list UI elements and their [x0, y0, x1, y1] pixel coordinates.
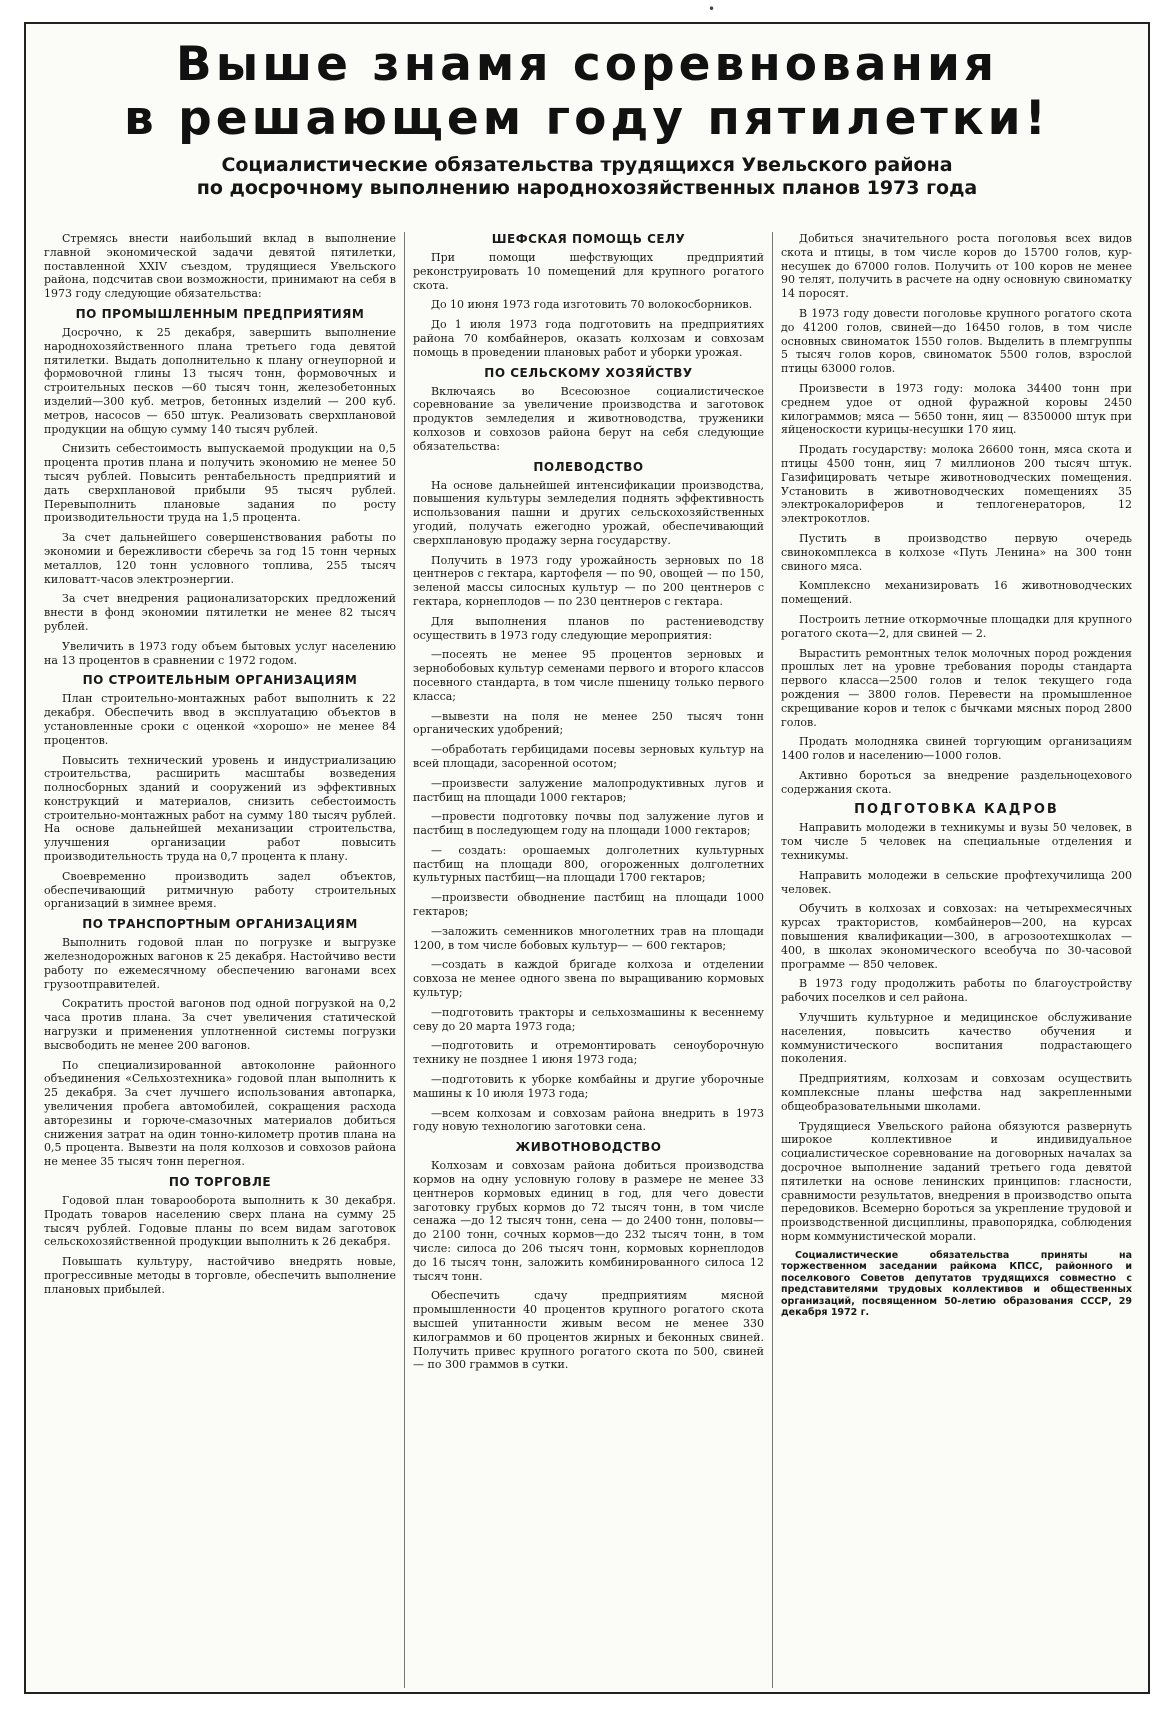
paragraph: План строительно-монтажных работ выполнить к 22 декабря. Обеспечить ввод в эксплуатацию объектов в установленные сроки с оценкой «хорошо» не менее 84 процентов.	[44, 692, 396, 747]
subheadline-line-2: по досрочному выполнению народнохозяйственных планов 1973 года	[196, 177, 978, 199]
paragraph: За счет внедрения рационализаторских предложений внести в фонд экономии пятилетки не менее 82 тысяч рублей.	[44, 592, 396, 633]
paragraph: Обеспечить сдачу предприятиям мясной промышленности 40 процентов крупного рогатого скота высшей упитанности живым весом не менее 330 килограммов и 60 процентов жирных и беконных свиней. Получить привес крупного рогатого скота по 500, свиней — по 300 граммов в сутки.	[413, 1289, 764, 1372]
paragraph: На основе дальнейшей интенсификации производства, повышения культуры земледелия поднять эффективность использования пашни и других сельскохозяйственных угодий, получать ежегодно урожай, обеспечивающий сверхплановую продажу зерна государству.	[413, 478, 764, 547]
section-heading-agriculture: ПО СЕЛЬСКОМУ ХОЗЯЙСТВУ	[484, 365, 693, 380]
paragraph: Получить в 1973 году урожайность зерновых по 18 центнеров с гектара, картофеля — по 90, овощей — по 150, зеленой массы силосных культур — по 200 центнеров с гектара, корнеплодов — по 230 центнеров с гектара.	[413, 553, 764, 608]
paragraph: Комплексно механизировать 16 животноводческих помещений.	[781, 579, 1132, 607]
section-heading-industry: ПО ПРОМЫШЛЕННЫМ ПРЕДПРИЯТИЯМ	[75, 306, 365, 321]
subheadline-line-1: Социалистические обязательства трудящихся Увельского района	[221, 154, 953, 176]
headline-line-1: Выше знамя соревнования	[175, 37, 999, 92]
column-2	[404, 232, 772, 1688]
paragraph: Обучить в колхозах и совхозах: на четырехмесячных курсах трактористов, комбайнеров—200, на курсах повышения квалификации—300, в агрозоотехшколах — 400, в школах экономического всеобуча по 30-часовой программе — 850 человек.	[781, 902, 1132, 971]
paragraph: Увеличить в 1973 году объем бытовых услуг населению на 13 процентов в сравнении с 1972 годом.	[44, 639, 396, 667]
paragraph: Трудящиеся Увельского района обязуются развернуть широкое коллективное и индивидуальное социалистическое соревнование на договорных началах за досрочное выполнение заданий третьего года девятой пятилетки на основе ленинских принципов: гласности, сравнимости результатов, внедрения в производство опыта передовиков. Всемерно бороться за укрепление трудовой и производственной дисциплины, правопорядка, соблюдения норм коммунистической морали.	[781, 1119, 1132, 1243]
paragraph: При помощи шефствующих предприятий реконструировать 10 помещений для крупного рогатого скота.	[413, 251, 764, 292]
list-item: —вывезти на поля не менее 250 тысяч тонн органических удобрений;	[413, 709, 764, 737]
paragraph: Улучшить культурное и медицинское обслуживание населения, повысить качество обучения и коммунистического воспитания подрастающего поколения.	[781, 1011, 1132, 1066]
list-item: —посеять не менее 95 процентов зерновых и зернобобовых культур семенами первого и второго классов посевного стандарта, в том числе пшеницу только первого класса;	[413, 648, 764, 703]
paragraph: Направить молодежи в сельские профтехучилища 200 человек.	[781, 868, 1132, 896]
section-heading-field-farming: ПОЛЕВОДСТВО	[533, 459, 644, 474]
list-item: —подготовить тракторы и сельхозмашины к весеннему севу до 20 марта 1973 года;	[413, 1005, 764, 1033]
paragraph: В 1973 году продолжить работы по благоустройству рабочих поселков и сел района.	[781, 977, 1132, 1005]
paragraph: Выполнить годовой план по погрузке и выгрузке железнодорожных вагонов к 25 декабря. Настойчиво вести работу по ежемесячному обеспечению вагонами всех грузоотправителей.	[44, 936, 396, 991]
paragraph: Сократить простой вагонов под одной погрузкой на 0,2 часа против плана. За счет увеличения статической нагрузки и применения уплотненной системы погрузки высвободить не менее 200 вагонов.	[44, 997, 396, 1052]
paragraph: Вырастить ремонтных телок молочных пород рождения прошлых лет на уровне требования породы стандарта первого класса—2500 голов и телок текущего года рождения — 3800 голов. Перевести на промышленное скрещивание коров и телок с бычками мясных пород 2800 голов.	[781, 646, 1132, 729]
list-item: —создать в каждой бригаде колхоза и отделении совхоза не менее одного звена по выращиванию кормовых культур;	[413, 958, 764, 1000]
paragraph: Направить молодежи в техникумы и вузы 50 человек, в том числе 5 человек на специальные отделения и техникумы.	[781, 821, 1132, 863]
paragraph: Для выполнения планов по растениеводству осуществить в 1973 году следующие мероприятия:	[413, 614, 764, 642]
paragraph: По специализированной автоколонне районного объединения «Сельхозтехника» годовой план выполнить к 25 декабря. За счет лучшего использования автопарка, увеличения пробега автомобилей, сокращения расхода авторезины и горюче-смазочных материалов добиться снижения затрат на один тонно-километр против плана на 0,5 процента. Вывезти на поля колхозов и совхозов района не менее 35 тысяч тонн перегноя.	[44, 1058, 396, 1169]
article-columns	[36, 232, 1140, 1688]
paragraph: Повысить технический уровень и индустриализацию строительства, расширить масштабы возведения полносборных зданий и сооружений из эффективных конструкций и материалов, снизить себестоимость строительно-монтажных работ на сумму 180 тысяч рублей. На основе дальнейшей механизации строительства, улучшения организации работ повысить производительность труда на 0,7 процента к плану.	[44, 753, 396, 864]
paragraph: В 1973 году довести поголовье крупного рогатого скота до 41200 голов, свиней—до 16450 голов, в том числе основных свиноматок 1550 голов. Выделить в племгруппы 5 тысяч голов коров, свиноматок 5500 голов, взрослой птицы 63000 голов.	[781, 306, 1132, 376]
section-heading-personnel: ПОДГОТОВКА КАДРОВ	[854, 802, 1059, 818]
section-heading-construction: ПО СТРОИТЕЛЬНЫМ ОРГАНИЗАЦИЯМ	[82, 673, 358, 688]
column-1	[36, 232, 404, 1688]
paragraph: Продать молодняка свиней торгующим организациям 1400 голов и населению—1000 голов.	[781, 735, 1132, 763]
paragraph: За счет дальнейшего совершенствования работы по экономии и бережливости сберечь за год 15 тонн черных металлов, 120 тонн условного топлива, 255 тысяч киловатт-часов электроэнергии.	[44, 531, 396, 586]
list-item: — создать: орошаемых долголетних культурных пастбищ на площади 800, огороженных долголетних культурных пастбищ—на площади 1700 гектаров;	[413, 843, 764, 885]
list-item: —заложить семенников многолетних трав на площади 1200, в том числе бобовых культур— — 600 гектаров;	[413, 924, 764, 952]
list-item: —подготовить к уборке комбайны и другие уборочные машины к 10 июля 1973 года;	[413, 1073, 764, 1100]
section-heading-transport: ПО ТРАНСПОРТНЫМ ОРГАНИЗАЦИЯМ	[82, 917, 358, 932]
paragraph: Построить летние откормочные площадки для крупного рогатого скота—2, для свиней — 2.	[781, 612, 1132, 640]
paragraph: Своевременно производить задел объектов, обеспечивающий ритмичную работу строительных организаций в зимнее время.	[44, 869, 396, 911]
paragraph: Предприятиям, колхозам и совхозам осуществить комплексные планы шефства над закрепленными общеобразовательными школами.	[781, 1072, 1132, 1113]
list-item: —произвести обводнение пастбищ на площади 1000 гектаров;	[413, 891, 764, 919]
paragraph: Годовой план товарооборота выполнить к 30 декабря. Продать товаров населению сверх плана на сумму 25 тысяч рублей. Годовые планы по всем видам заготовок сельскохозяйственной продукции выполнить к 26 декабря.	[44, 1194, 396, 1249]
paragraph: Колхозам и совхозам района добиться производства кормов на одну условную голову в размере не менее 33 центнеров кормовых единиц в год, для чего довести заготовку грубых кормов до 72 тысяч тонн, в том числе сенажа —до 12 тысяч тонн, сена — до 2400 тонн, половы—до 2100 тонн, сочных кормов—до 232 тысяч тонн, в том числе: силоса до 206 тысяч тонн, кормовых корнеплодов до 16 тысяч тонн, заложить комбинированного силоса 12 тысяч тонн.	[413, 1159, 764, 1283]
section-heading-livestock: ЖИВОТНОВОДСТВО	[515, 1140, 662, 1155]
list-item: —обработать гербицидами посевы зерновых культур на всей площади, засоренной осотом;	[413, 743, 764, 770]
paragraph: Активно бороться за внедрение раздельноцехового содержания скота.	[781, 768, 1132, 796]
list-item: —всем колхозам и совхозам района внедрить в 1973 году новую технологию заготовки сена.	[413, 1106, 764, 1134]
paragraph: До 1 июля 1973 года подготовить на предприятиях района 70 комбайнеров, оказать колхозам и совхозам помощь в проведении плановых работ и уборки урожая.	[413, 318, 764, 359]
paragraph: Произвести в 1973 году: молока 34400 тонн при среднем удое от одной фуражной коровы 2450 килограммов; мяса — 5650 тонн, яиц — 8350000 штук при яйценоскости курицы-несушки 170 яиц.	[781, 381, 1132, 437]
paragraph: Добиться значительного роста поголовья всех видов скота и птицы, в том числе коров до 15700 голов, кур-несушек до 67000 голов. Получить от 100 коров не менее 90 телят, получить в расчете на одну основную свиноматку 14 поросят.	[781, 232, 1132, 301]
section-heading-patronage: ШЕФСКАЯ ПОМОЩЬ СЕЛУ	[491, 232, 686, 246]
paragraph: До 10 июня 1973 года изготовить 70 волокосборников.	[431, 298, 753, 312]
list-item: —подготовить и отремонтировать сеноуборочную технику не позднее 1 июня 1973 года;	[413, 1039, 764, 1067]
column-3	[772, 232, 1140, 1688]
headline-line-2: в решающем году пятилетки!	[124, 91, 1050, 146]
section-heading-trade: ПО ТОРГОВЛЕ	[168, 1175, 272, 1190]
paragraph: Включаясь во Всесоюзное социалистическое соревнование за увеличение производства и заготовок продуктов земледелия и животноводства, труженики колхозов и совхозов района берут на себя следующие обязательства:	[413, 384, 764, 453]
paragraph: Досрочно, к 25 декабря, завершить выполнение народнохозяйственного плана третьего года девятой пятилетки. Выдать дополнительно к плану огнеупорной и формовочной глины 13 тысяч тонн, формовочных и строительных песков —60 тысяч тонн, железобетонных изделий—300 куб. метров, бетонных изделий — 200 куб. метров, насосов — 650 штук. Реализовать сверхплановой продукции на общую сумму 140 тысяч рублей.	[44, 325, 396, 436]
paragraph: Продать государству: молока 26600 тонн, мяса скота и птицы 4500 тонн, яиц 7 миллионов 200 тысяч штук. Газифицировать четыре животноводческих помещения. Установить в животноводческих помещениях 35 электрокалориферов и теплогенераторов, 12 электрокотлов.	[781, 443, 1132, 526]
adoption-note: Социалистические обязательства приняты на торжественном заседании райкома КПСС, районного и поселкового Советов депутатов трудящихся совместно с представителями трудовых коллективов и общественных организаций, посвященном 50-летию образования СССР, 29 декабря 1972 г.	[781, 1249, 1132, 1319]
list-item: —провести подготовку почвы под залужение лугов и пастбищ в последующем году на площади 1000 гектаров;	[413, 810, 764, 838]
paragraph: Снизить себестоимость выпускаемой продукции на 0,5 процента против плана и получить экономию не менее 50 тысяч рублей. Повысить рентабельность предприятий и дать сверхплановой прибыли 95 тысяч рублей. Перевыполнить плановые задания по росту производительности труда на 1,5 процента.	[44, 442, 396, 525]
list-item: —произвести залужение малопродуктивных лугов и пастбищ на площади 1000 гектаров;	[413, 776, 764, 804]
corner-mark: •	[708, 2, 716, 16]
paragraph: Повышать культуру, настойчиво внедрять новые, прогрессивные методы в торговле, обеспечить выполнение плановых прибылей.	[44, 1255, 396, 1296]
newspaper-page	[24, 22, 1150, 1694]
intro-paragraph: Стремясь внести наибольший вклад в выполнение главной экономической задачи девятой пятилетки, поставленной XXIV съездом, трудящиеся Увельского района, подсчитав свои возможности, принимают на себя в 1973 году следующие обязательства:	[44, 232, 396, 301]
paragraph: Пустить в производство первую очередь свинокомплекса в колхозе «Путь Ленина» на 300 тонн свиного мяса.	[781, 531, 1132, 573]
